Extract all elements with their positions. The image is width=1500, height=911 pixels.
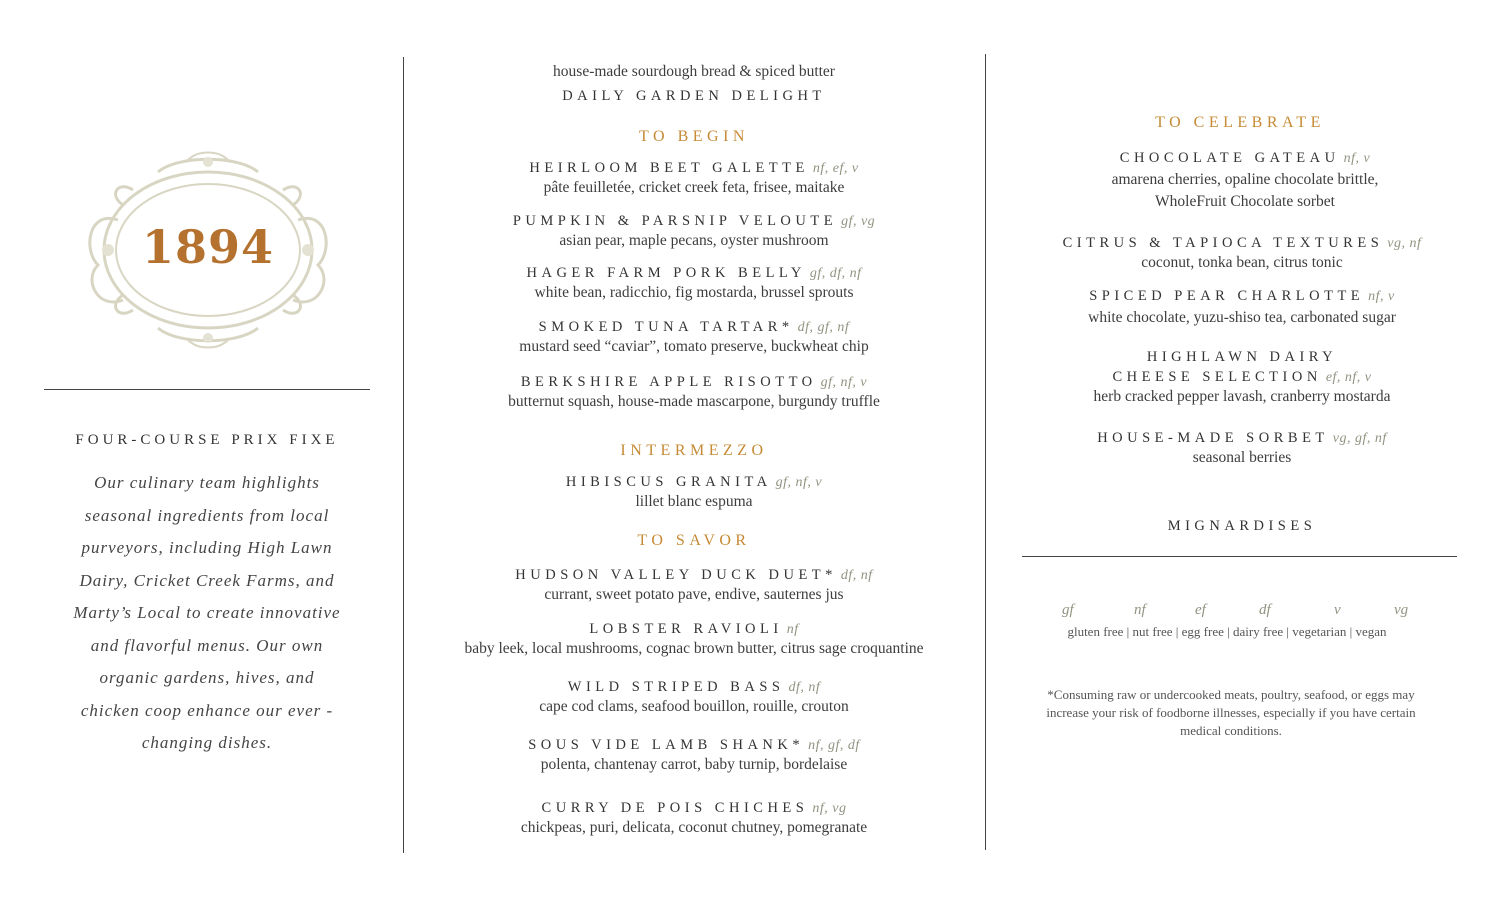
dish-description: amarena cherries, opaline chocolate brittle,: [1111, 171, 1379, 188]
dish-item: [1030, 148, 1460, 212]
dietary-tags: gf, df, nf: [809, 266, 862, 281]
dish-name-line2: CHEESE SELECTION: [1112, 369, 1322, 385]
dish-description: coconut, tonka bean, citrus tonic: [1141, 254, 1343, 271]
dish-description: chickpeas, puri, delicata, coconut chutney, pomegranate: [520, 819, 868, 836]
dietary-tags: nf, v: [1343, 151, 1371, 166]
dish-name: HOUSE-MADE SORBET: [1097, 430, 1329, 446]
dish-description: white bean, radicchio, fig mostarda, brussel sprouts: [534, 284, 854, 301]
dish-name: CITRUS & TAPIOCA TEXTURES: [1062, 235, 1384, 251]
dish-name: HUDSON VALLEY DUCK DUET*: [515, 567, 837, 583]
dish-name: HEIRLOOM BEET GALETTE: [529, 160, 809, 176]
legend-code-vg: vg: [1394, 602, 1409, 618]
dish-name: CHOCOLATE GATEAU: [1119, 150, 1340, 166]
dish-item: [404, 158, 984, 198]
dietary-tags: nf, ef, v: [812, 161, 859, 176]
raw-food-disclaimer: *Consuming raw or undercooked meats, poultry, seafood, or eggs may increase your risk of foodborne illnesses, especially if you have certain medical conditions.: [1046, 687, 1416, 738]
dish-item: [404, 472, 984, 512]
dietary-tags: nf, gf, df: [808, 738, 860, 753]
dietary-tags: gf, nf, v: [775, 475, 823, 490]
dietary-tags: gf, vg: [841, 214, 876, 229]
dish-item: [1022, 428, 1462, 468]
prix-fixe-title: FOUR-COURSE PRIX FIXE: [75, 432, 339, 448]
dish-description: herb cracked pepper lavash, cranberry mostarda: [1093, 388, 1391, 405]
legend-code-df: df: [1259, 602, 1271, 618]
divider-right: [985, 54, 986, 850]
logo-year: 1894: [141, 220, 275, 274]
dietary-tags: gf, nf, v: [820, 375, 868, 390]
dish-name: CURRY DE POIS CHICHES: [541, 800, 809, 816]
dish-description: baby leek, local mushrooms, cognac brown butter, citrus sage croquantine: [464, 640, 924, 657]
dish-item: [404, 565, 984, 605]
dietary-tags: nf: [786, 622, 799, 637]
dish-item: [404, 798, 984, 838]
dish-description: asian pear, maple pecans, oyster mushroom: [559, 232, 829, 249]
dish-description: cape cod clams, seafood bouillon, rouille, crouton: [539, 698, 849, 715]
dish-name: SMOKED TUNA TARTAR*: [538, 319, 794, 335]
dietary-tags: ef, nf, v: [1325, 370, 1372, 385]
dietary-tags: vg, nf: [1387, 236, 1422, 251]
dish-item: [1022, 286, 1462, 328]
dish-description: WholeFruit Chocolate sorbet: [1155, 193, 1335, 210]
dish-description: polenta, chantenay carrot, baby turnip, bordelaise: [540, 756, 848, 773]
dish-name: BERKSHIRE APPLE RISOTTO: [520, 374, 817, 390]
dietary-tags: df, gf, nf: [797, 320, 850, 335]
dish-name: HIBISCUS GRANITA: [565, 474, 772, 490]
legend-labels: gluten free | nut free | egg free | dairy free | vegetarian | vegan: [1067, 624, 1387, 639]
dish-name-line1: HIGHLAWN DAIRY: [1146, 349, 1338, 365]
restaurant-logo: [78, 150, 338, 350]
dish-item: [404, 263, 984, 303]
garden-delight: DAILY GARDEN DELIGHT: [562, 88, 826, 104]
divider-under-logo: [44, 389, 370, 390]
dish-name: PUMPKIN & PARSNIP VELOUTE: [512, 213, 838, 229]
dish-description: lillet blanc espuma: [635, 493, 753, 510]
legend-code-v: v: [1334, 602, 1341, 618]
dish-name: LOBSTER RAVIOLI: [589, 621, 783, 637]
dish-description: butternut squash, house-made mascarpone, burgundy truffle: [508, 393, 880, 410]
dish-name: HAGER FARM PORK BELLY: [526, 265, 806, 281]
section-heading-to-begin: TO BEGIN: [639, 128, 749, 145]
bread-description: house-made sourdough bread & spiced butter: [553, 63, 835, 80]
dish-item: [404, 677, 984, 717]
dish-name: WILD STRIPED BASS: [567, 679, 785, 695]
dish-description: seasonal berries: [1192, 449, 1292, 466]
dish-item: [1022, 347, 1462, 407]
dietary-tags: vg, gf, nf: [1332, 431, 1387, 446]
mignardises: MIGNARDISES: [1167, 518, 1317, 534]
dish-description: mustard seed “caviar”, tomato preserve, buckwheat chip: [519, 338, 869, 355]
dietary-tags: df, nf: [788, 680, 821, 695]
dish-name: SOUS VIDE LAMB SHANK*: [528, 737, 805, 753]
dish-name: SPICED PEAR CHARLOTTE: [1089, 288, 1365, 304]
dish-description: white chocolate, yuzu-shiso tea, carbonated sugar: [1088, 309, 1396, 326]
dish-item: [404, 372, 984, 412]
dietary-tags: nf, v: [1368, 289, 1395, 304]
dish-item: [404, 735, 984, 775]
divider-under-mignardises: [1022, 556, 1457, 557]
legend-code-ef: ef: [1195, 602, 1206, 618]
dish-description: currant, sweet potato pave, endive, sauternes jus: [544, 586, 844, 603]
section-heading-to-savor: TO SAVOR: [637, 532, 751, 549]
prix-fixe-description: Our culinary team highlights seasonal ingredients from local purveyors, including High Lawn Dairy, Cricket Creek Farms, and Marty’s Local to create innovative and flavorful menus. Our own organic gardens, hives, and chicken coop enhance our ever - changing dishes.: [73, 473, 341, 752]
section-heading-to-celebrate: TO CELEBRATE: [1155, 114, 1325, 131]
dish-item: [404, 317, 984, 357]
legend-code-gf: gf: [1062, 602, 1074, 618]
opener: [404, 62, 984, 106]
section-heading-intermezzo: INTERMEZZO: [620, 442, 768, 459]
dish-description: pâte feuilletée, cricket creek feta, frisee, maitake: [543, 179, 845, 196]
dietary-tags: df, nf: [840, 568, 873, 583]
dish-item: [404, 619, 984, 659]
dietary-tags: nf, vg: [812, 801, 847, 816]
dish-item: [404, 211, 984, 251]
dish-item: [1022, 233, 1462, 273]
legend-code-nf: nf: [1134, 602, 1146, 618]
